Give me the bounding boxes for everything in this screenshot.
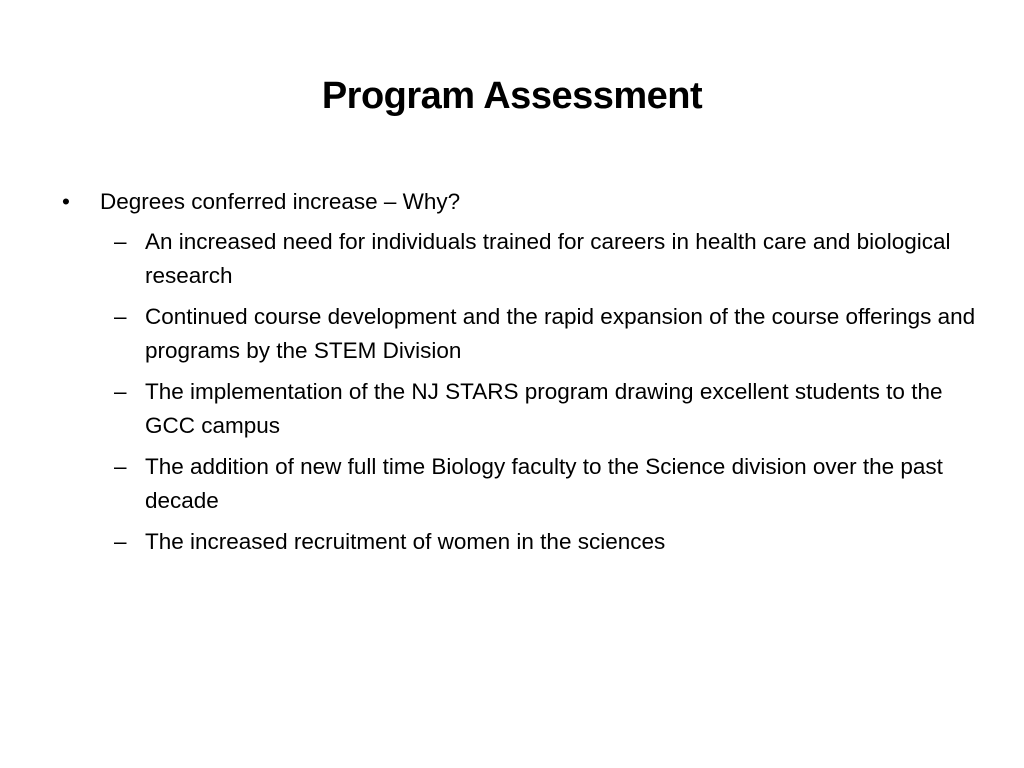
sub-bullet-marker: – (114, 304, 127, 329)
sub-bullet-text: The increased recruitment of women in the sciences (145, 529, 666, 554)
bullet-text: Degrees conferred increase – Why? (100, 189, 461, 214)
sub-bullet-item (56, 525, 986, 559)
sub-bullet-list (56, 225, 986, 559)
sub-bullet-text: The implementation of the NJ STARS program drawing excellent students to the GCC campus (145, 379, 943, 438)
sub-bullet-marker: – (114, 379, 127, 404)
slide-body (56, 185, 986, 566)
sub-bullet-marker: – (114, 229, 127, 254)
sub-bullet-item (56, 300, 986, 368)
bullet-item (56, 185, 986, 219)
sub-bullet-marker: – (114, 529, 127, 554)
sub-bullet-text: An increased need for individuals trained for careers in health care and biological research (145, 229, 951, 288)
slide-title: Program Assessment (321, 75, 703, 117)
sub-bullet-item (56, 225, 986, 293)
bullet-marker: • (62, 189, 70, 214)
sub-bullet-item (56, 375, 986, 443)
sub-bullet-item (56, 450, 986, 518)
sub-bullet-text: The addition of new full time Biology faculty to the Science division over the past decade (145, 454, 943, 513)
sub-bullet-text: Continued course development and the rapid expansion of the course offerings and programs by the STEM Division (145, 304, 976, 363)
sub-bullet-marker: – (114, 454, 127, 479)
